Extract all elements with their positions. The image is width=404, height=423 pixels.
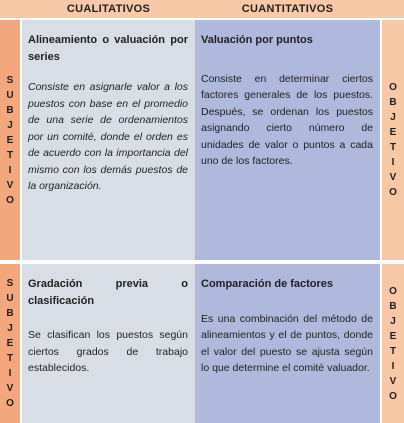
side-letter: U	[6, 293, 14, 304]
side-letter: O	[389, 390, 397, 402]
cell-title: Alineamiento o valuación por series	[28, 34, 188, 63]
header-corner-left	[0, 0, 22, 20]
side-letter: O	[6, 398, 14, 409]
side-letter: B	[6, 308, 14, 319]
side-letter: I	[391, 360, 395, 372]
side-letter: O	[389, 285, 397, 297]
side-letter: S	[6, 278, 14, 289]
cell-description: Consiste en asignarle valor a los puestos con base en el promedio de una serie de ordenamientos por un comité, donde el orden es de acuerdo con la importancia del mismo con los demás puestos de la organización.	[28, 81, 188, 192]
side-letter: E	[6, 134, 14, 146]
side-letter: B	[6, 104, 14, 116]
cell-description: Se clasifican los puestos según ciertos grados de trabajo establecidos.	[28, 329, 188, 374]
side-letter: S	[6, 74, 14, 86]
side-letter: T	[389, 142, 397, 153]
cell-description: Es una combinación del método de alineamientos y el de puntos, donde el valor del puesto se ajusta según lo que determine el comité valuador.	[201, 312, 373, 374]
side-letter: J	[7, 323, 13, 334]
side-letter: E	[389, 330, 397, 342]
side-label-objective-top	[380, 20, 404, 260]
side-letter: V	[389, 375, 397, 387]
side-letter: B	[389, 300, 397, 312]
cell-prior-grading	[22, 260, 195, 423]
side-label-objective-bottom	[380, 260, 404, 423]
side-letter: O	[389, 82, 397, 93]
side-letter: I	[391, 157, 395, 168]
side-letter: I	[8, 368, 12, 379]
side-letter: I	[8, 164, 12, 176]
side-letter: V	[389, 172, 397, 183]
header-quantitative: CUANTITATIVOS	[195, 0, 380, 20]
side-letter: T	[389, 345, 397, 357]
side-label-subjective-top	[0, 20, 22, 260]
header-corner-right	[380, 0, 404, 20]
cell-title: Valuación por puntos	[201, 34, 313, 46]
cell-title: Comparación de factores	[201, 278, 334, 290]
side-letter: E	[389, 127, 397, 138]
side-letter: V	[6, 383, 14, 394]
side-label-subjective-bottom	[0, 260, 22, 423]
side-letter: O	[389, 187, 397, 198]
side-letter: J	[390, 112, 396, 123]
cell-factor-comparison	[195, 260, 380, 423]
side-letter: O	[6, 194, 14, 206]
header-qualitative: CUALITATIVOS	[22, 0, 195, 20]
side-letter: V	[6, 179, 14, 191]
cell-description: Consiste en determinar ciertos factores generales de los puestos. Después, se ordenan los puestos asignando cierto número de unidades de valor o puntos a cada uno de los factores.	[201, 72, 373, 167]
side-letter: E	[6, 338, 14, 349]
side-letter: T	[6, 149, 14, 161]
side-letter: J	[390, 315, 396, 327]
cell-series-ranking	[22, 20, 195, 260]
side-letter: U	[6, 89, 14, 101]
cell-point-valuation	[195, 20, 380, 260]
cell-title: Gradación previa o clasificación	[28, 278, 188, 307]
side-letter: T	[6, 353, 14, 364]
side-letter: J	[7, 119, 13, 131]
side-letter: B	[389, 97, 397, 108]
